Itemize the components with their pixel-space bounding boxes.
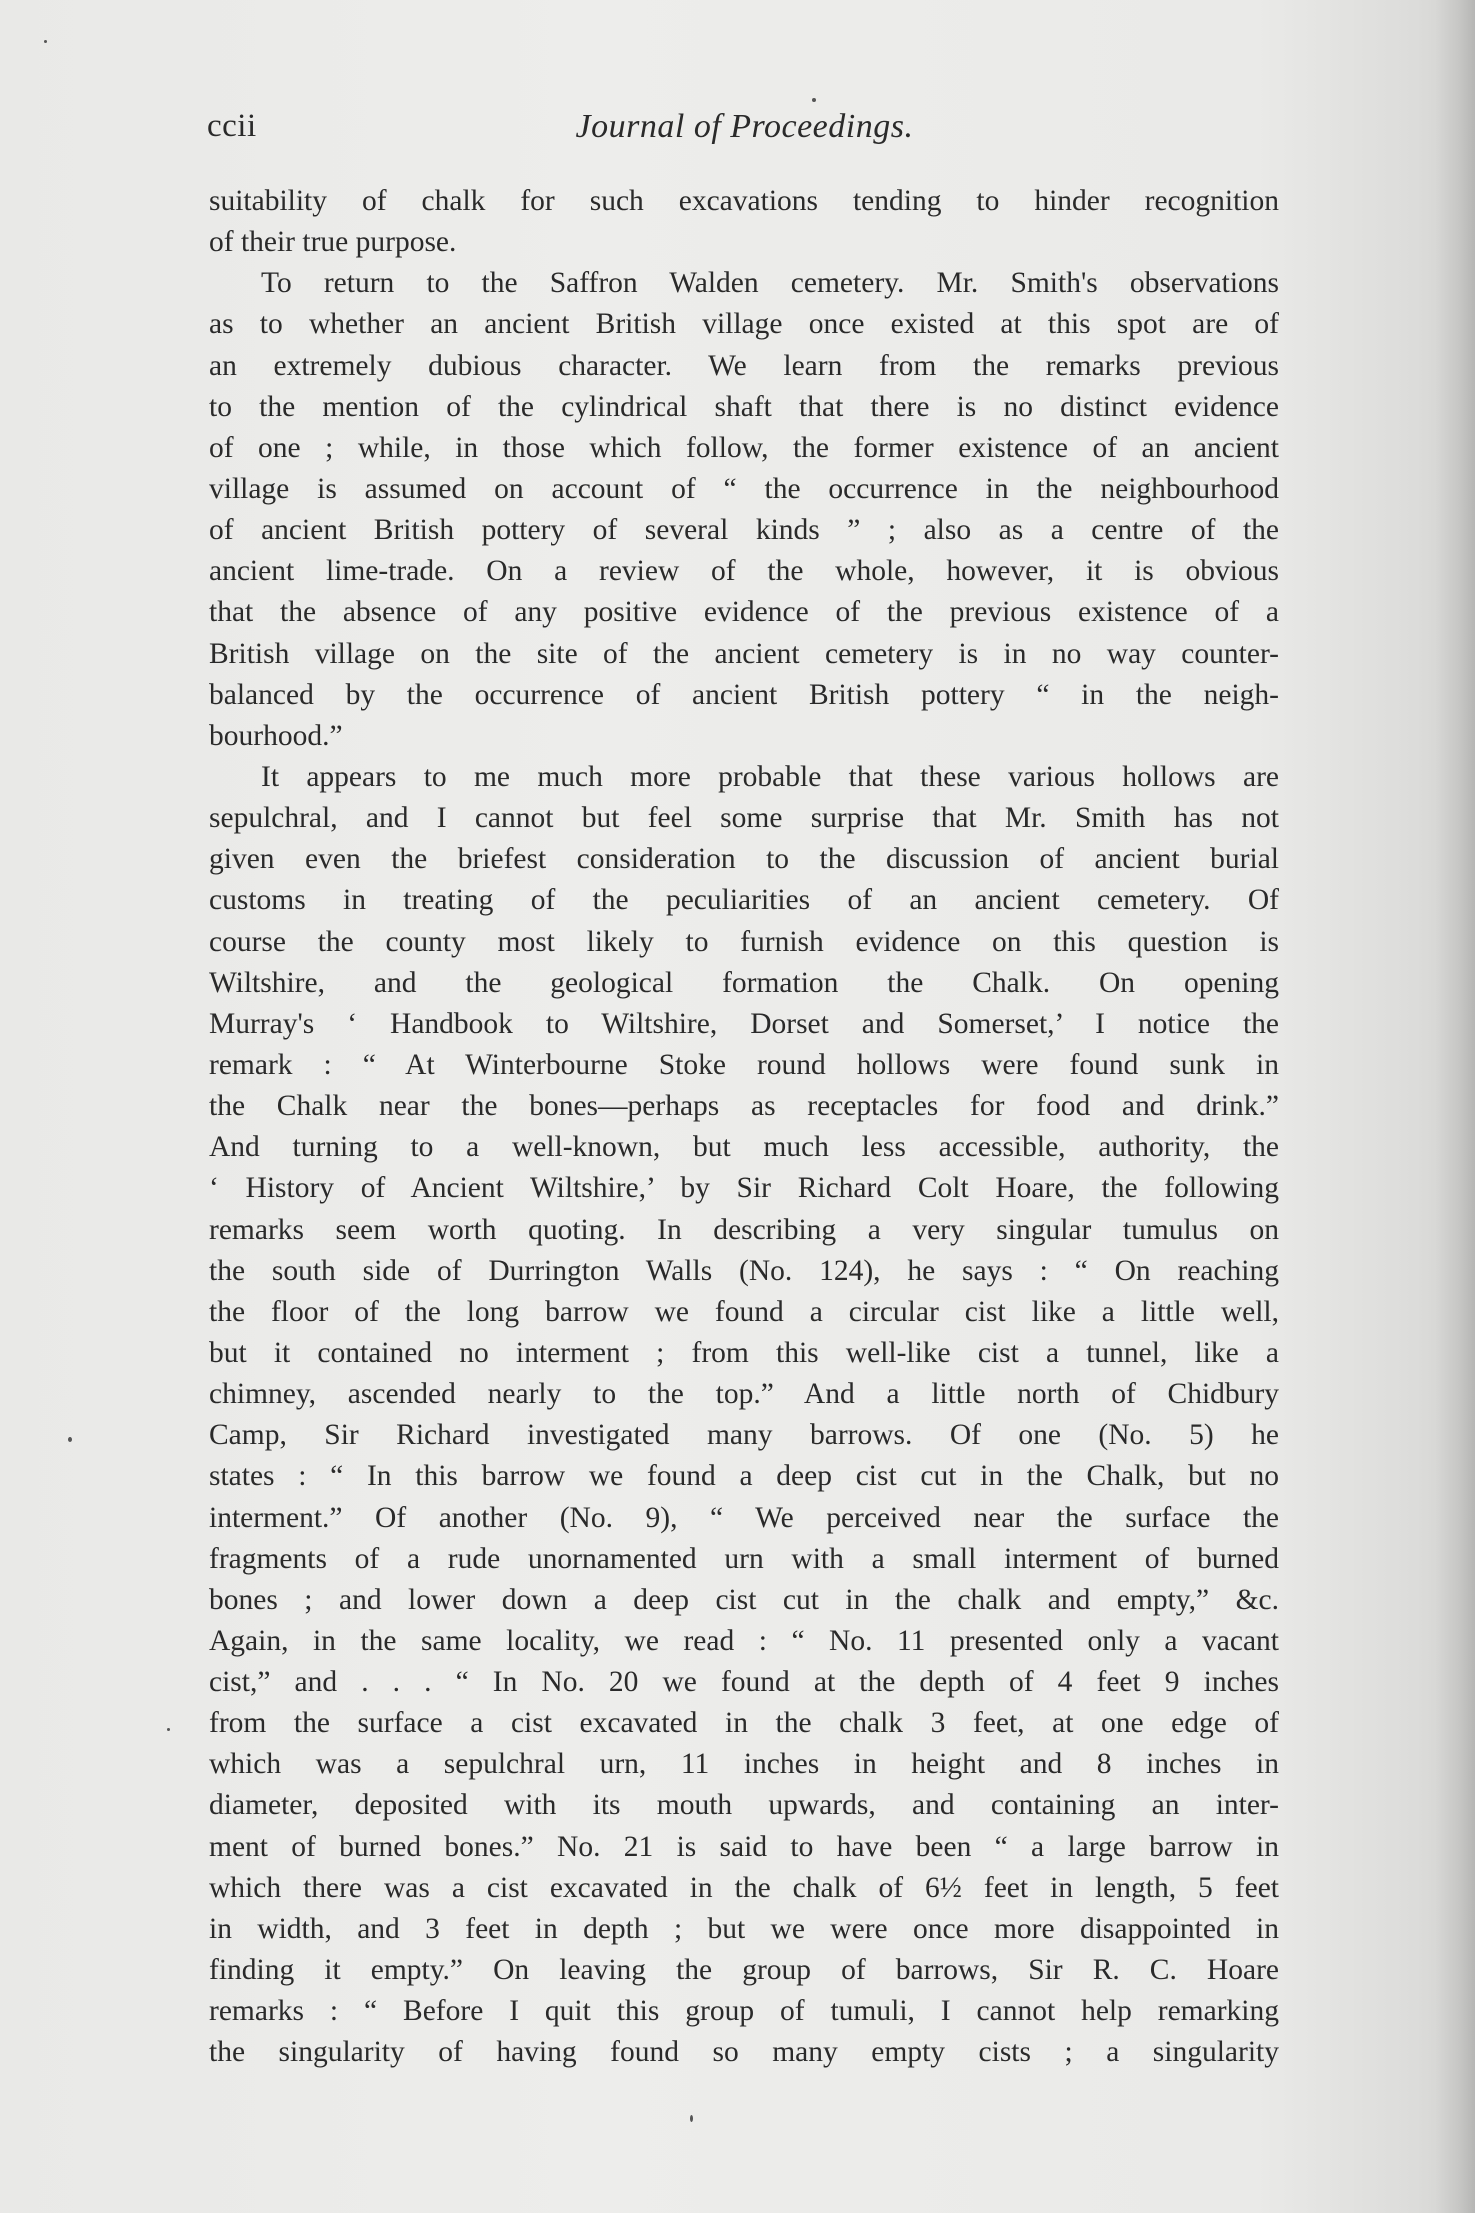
text-line: British village on the site of the ancient cemetery is in no way counter- [209,637,1279,670]
text-line: of ancient British pottery of several kinds ” ; also as a centre of the [209,514,1279,547]
scan-speck [68,1437,72,1442]
text-line: chimney, ascended nearly to the top.” And a little north of Chidbury [209,1378,1279,1411]
text-line: interment.” Of another (No. 9), “ We perceived near the surface the [209,1501,1279,1534]
text-line: but it contained no interment ; from this well-like cist a tunnel, like a [209,1336,1279,1369]
text-line: remarks seem worth quoting. In describing a very singular tumulus on [209,1213,1279,1246]
text-line: course the county most likely to furnish evidence on this question is [209,925,1279,958]
text-line: given even the briefest consideration to the discussion of ancient burial [209,843,1279,876]
text-line: To return to the Saffron Walden cemetery. Mr. Smith's observations [261,267,1279,300]
page-header [207,108,1282,158]
text-line: which was a sepulchral urn, 11 inches in height and 8 inches in [209,1748,1279,1781]
text-line: which there was a cist excavated in the chalk of 6½ feet in length, 5 feet [209,1871,1279,1904]
scan-speck [690,2115,693,2122]
text-line: balanced by the occurrence of ancient British pottery “ in the neigh- [209,678,1279,711]
text-line: customs in treating of the peculiarities of an ancient cemetery. Of [209,884,1279,917]
text-line: Wiltshire, and the geological formation the Chalk. On opening [209,966,1279,999]
text-line: sepulchral, and I cannot but feel some surprise that Mr. Smith has not [209,802,1279,835]
text-line: the Chalk near the bones—perhaps as receptacles for food and drink.” [209,1090,1279,1123]
text-line: It appears to me much more probable that these various hollows are [261,760,1279,793]
text-line: remarks : “ Before I quit this group of tumuli, I cannot help remarking [209,1995,1279,2028]
text-line: from the surface a cist excavated in the chalk 3 feet, at one edge of [209,1707,1279,1740]
text-line: remark : “ At Winterbourne Stoke round hollows were found sunk in [209,1048,1279,1081]
text-line: And turning to a well-known, but much less accessible, authority, the [209,1131,1279,1164]
text-line: an extremely dubious character. We learn from the remarks previous [209,349,1279,382]
text-line: ment of burned bones.” No. 21 is said to have been “ a large barrow in [209,1830,1279,1863]
text-line: fragments of a rude unornamented urn with a small interment of burned [209,1542,1279,1575]
page-number: ccii [207,108,257,144]
text-line: finding it empty.” On leaving the group of barrows, Sir R. C. Hoare [209,1954,1279,1987]
text-line: of one ; while, in those which follow, the former existence of an ancient [209,431,1279,464]
text-line: village is assumed on account of “ the occurrence in the neighbourhood [209,472,1279,505]
text-line: suitability of chalk for such excavations tending to hinder recognition [209,185,1279,217]
scan-speck [44,40,47,43]
text-line: the floor of the long barrow we found a circular cist like a little well, [209,1295,1279,1328]
text-line: ‘ History of Ancient Wiltshire,’ by Sir Richard Colt Hoare, the following [209,1172,1279,1205]
text-line: the south side of Durrington Walls (No. 124), he says : “ On reaching [209,1254,1279,1287]
text-line: ancient lime-trade. On a review of the whole, however, it is obvious [209,555,1279,588]
text-line: Camp, Sir Richard investigated many barrows. Of one (No. 5) he [209,1419,1279,1452]
text-line: Again, in the same locality, we read : “ No. 11 presented only a vacant [209,1624,1279,1657]
text-line: to the mention of the cylindrical shaft that there is no distinct evidence [209,390,1279,423]
running-title: Journal of Proceedings. [575,108,914,145]
text-line: states : “ In this barrow we found a deep cist cut in the Chalk, but no [209,1460,1279,1493]
page-gutter-shadow [1435,0,1475,2213]
text-line: diameter, deposited with its mouth upwards, and containing an inter- [209,1789,1279,1822]
body-text [209,181,1279,2073]
text-line: that the absence of any positive evidence of the previous existence of a [209,596,1279,629]
text-line: Murray's ‘ Handbook to Wiltshire, Dorset and Somerset,’ I notice the [209,1007,1279,1040]
text-line: bones ; and lower down a deep cist cut in the chalk and empty,” &c. [209,1583,1279,1616]
text-line: as to whether an ancient British village once existed at this spot are of [209,308,1279,341]
scan-speck [812,98,816,102]
scan-speck [167,1728,170,1731]
text-line: in width, and 3 feet in depth ; but we were once more disappointed in [209,1912,1279,1945]
text-line: cist,” and . . . “ In No. 20 we found at the depth of 4 feet 9 inches [209,1666,1279,1699]
text-line: the singularity of having found so many empty cists ; a singularity [209,2036,1279,2069]
text-line: of their true purpose. [209,226,457,259]
text-line: bourhood.” [209,719,343,752]
